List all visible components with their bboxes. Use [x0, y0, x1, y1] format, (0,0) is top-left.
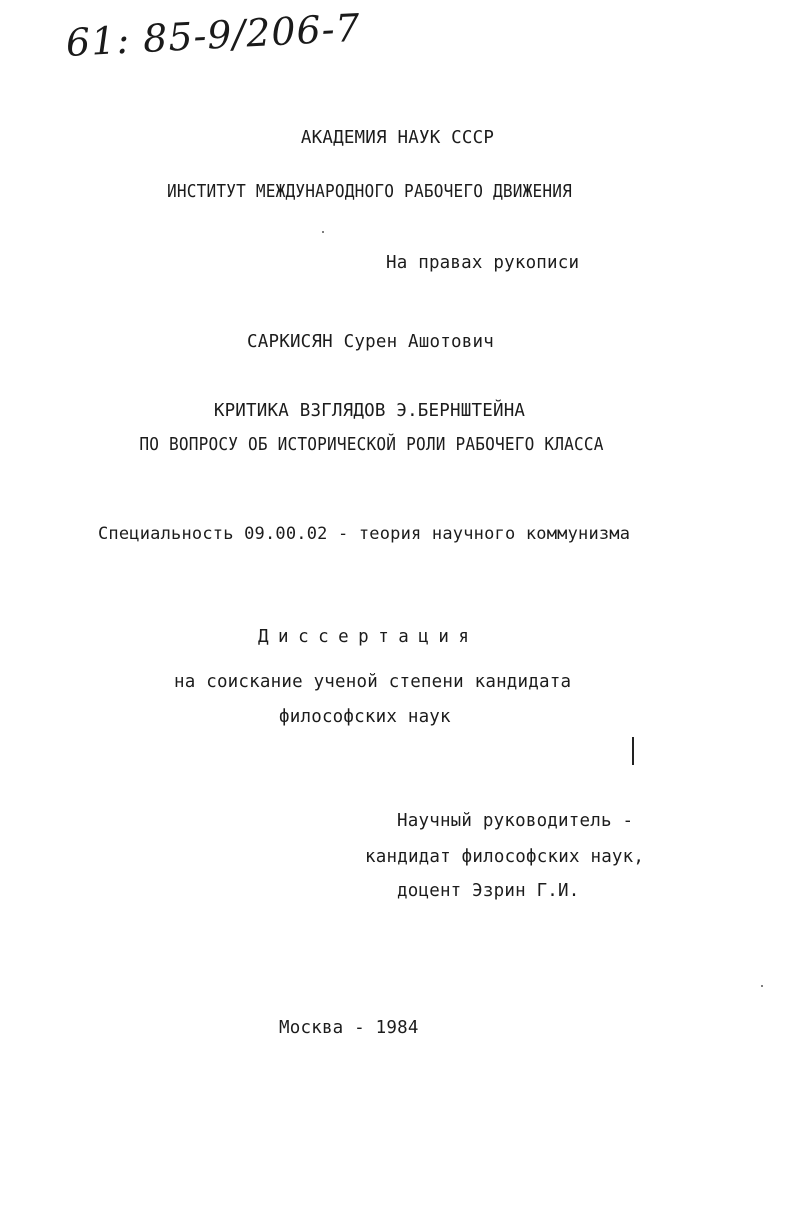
academy-name: АКАДЕМИЯ НАУК СССР	[300, 128, 495, 148]
scan-speck	[761, 985, 763, 987]
specialty-line: Специальность 09.00.02 - теория научного коммунизма	[98, 524, 631, 544]
institute-name: ИНСТИТУТ МЕЖДУНАРОДНОГО РАБОЧЕГО ДВИЖЕНИЯ	[167, 182, 572, 202]
dissertation-degree-line: на соискание ученой степени кандидата	[174, 672, 572, 692]
place-and-year: Москва - 1984	[279, 1018, 419, 1038]
supervisor-role: Научный руководитель -	[397, 811, 634, 831]
margin-mark	[632, 737, 634, 765]
dissertation-field-line: философских наук	[279, 707, 451, 727]
supervisor-degree: кандидат философских наук,	[365, 847, 645, 867]
title-line-1: КРИТИКА ВЗГЛЯДОВ Э.БЕРНШТЕЙНА	[213, 401, 526, 421]
title-line-2: ПО ВОПРОСУ ОБ ИСТОРИЧЕСКОЙ РОЛИ РАБОЧЕГО КЛАССА	[139, 435, 604, 455]
author-name: САРКИСЯН Сурен Ашотович	[247, 332, 494, 352]
dissertation-heading: Диссертация	[258, 627, 479, 647]
scan-speck	[322, 231, 324, 233]
archive-code-handwritten: 61: 85-9/206-7	[64, 5, 362, 65]
supervisor-name: доцент Эзрин Г.И.	[397, 881, 580, 901]
manuscript-rights-note: На правах рукописи	[386, 253, 580, 273]
